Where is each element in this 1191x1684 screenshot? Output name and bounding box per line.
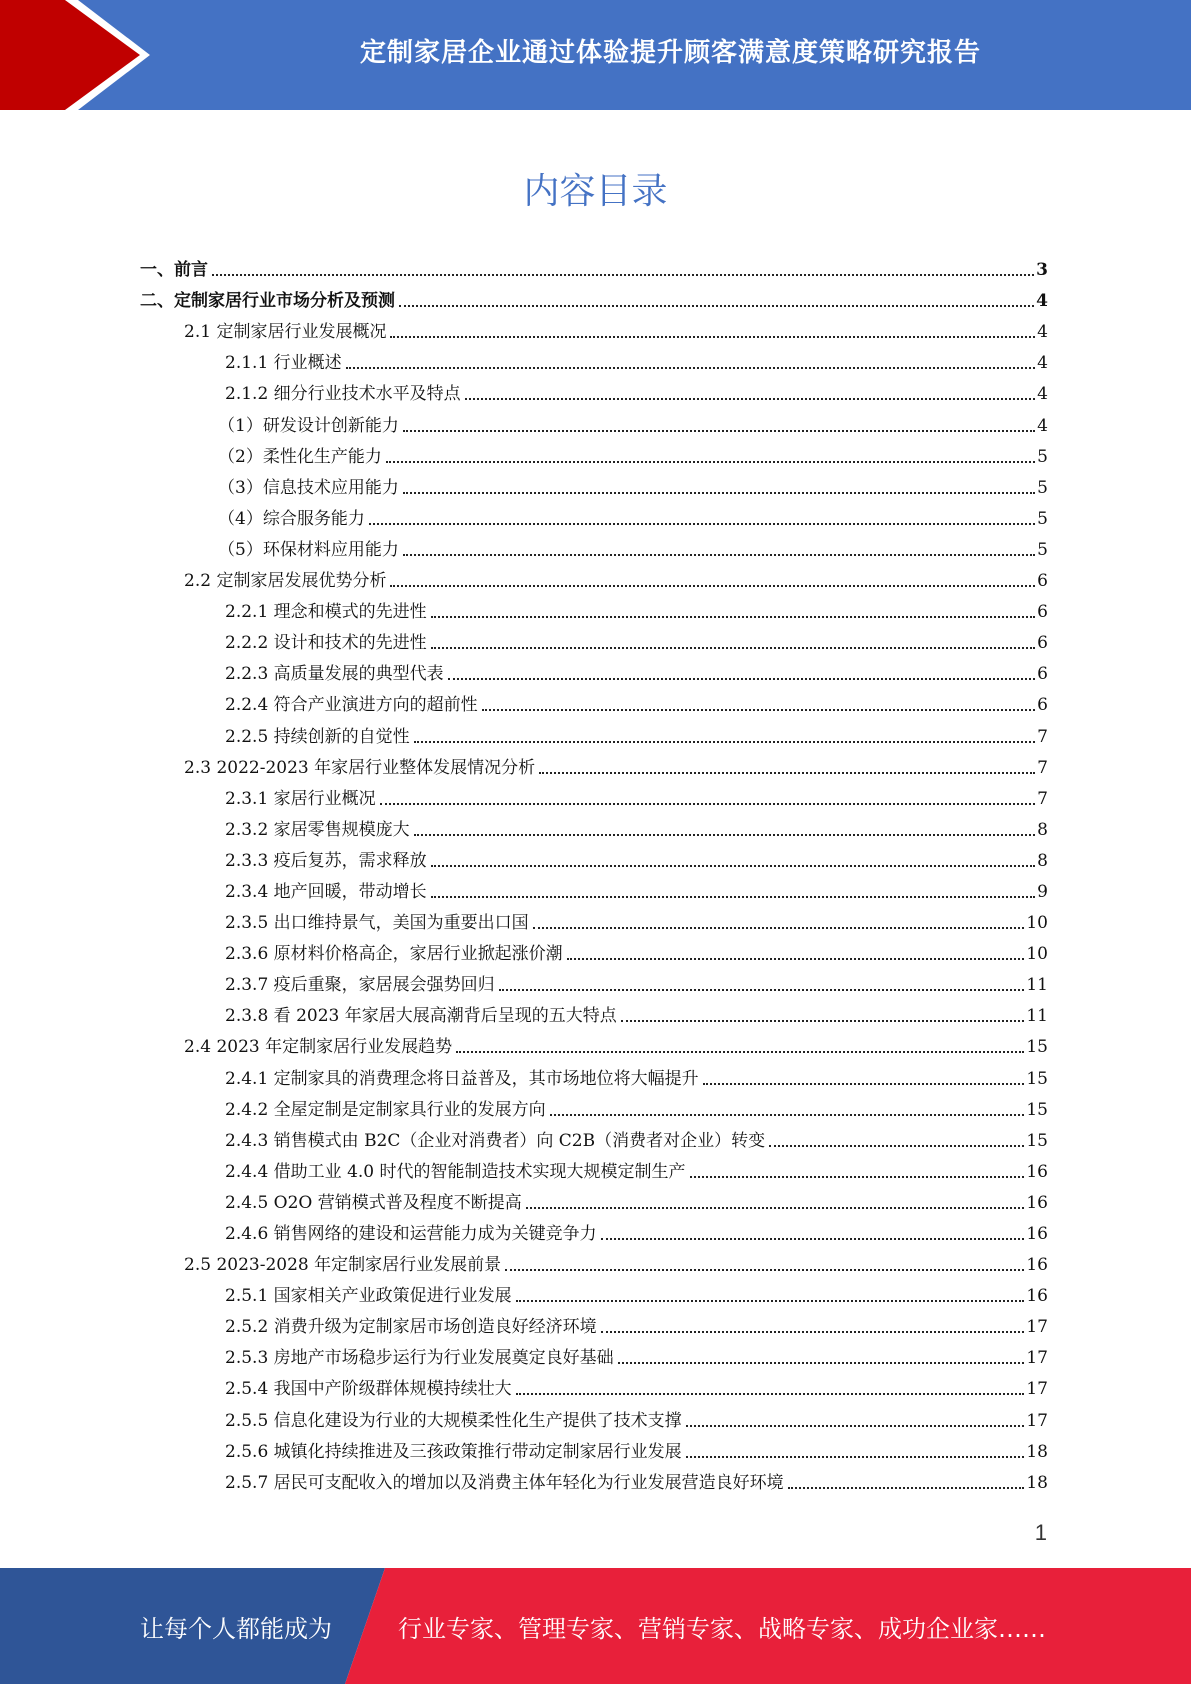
toc-entry-title: （3）信息技术应用能力 <box>218 477 399 498</box>
toc-leader-dots <box>448 678 1036 680</box>
toc-entry-page: 11 <box>1026 975 1048 996</box>
toc-entry-page: 7 <box>1037 788 1048 809</box>
toc-entry[interactable] <box>140 346 1048 377</box>
toc-entry-title: 2.4 2023 年定制家居行业发展趋势 <box>184 1037 453 1058</box>
footer-slogan-right: 行业专家、管理专家、营销专家、战略专家、成功企业家…… <box>398 1614 1046 1643</box>
toc-entry-title: 2.5.4 我国中产阶级群体规模持续壮大 <box>225 1379 512 1400</box>
toc-entry[interactable] <box>140 1093 1048 1124</box>
toc-entry-title: 2.5 2023-2028 年定制家居行业发展前景 <box>184 1255 502 1276</box>
toc-entry-title: 2.1.1 行业概述 <box>225 353 342 374</box>
toc-entry[interactable] <box>140 440 1048 471</box>
toc-entry-title: 2.3.6 原材料价格高企，家居行业掀起涨价潮 <box>225 944 563 965</box>
toc-entry-title: 2.2.3 高质量发展的典型代表 <box>225 664 444 685</box>
toc-entry-title: 2.3.2 家居零售规模庞大 <box>225 819 410 840</box>
toc-leader-dots <box>456 1051 1024 1053</box>
toc-leader-dots <box>539 772 1035 774</box>
toc-entry-page: 17 <box>1026 1379 1048 1400</box>
toc-entry-page: 5 <box>1037 446 1048 467</box>
toc-entry-title: 2.4.5 O2O 营销模式普及程度不断提高 <box>225 1192 522 1213</box>
toc-entry-title: 2.3.3 疫后复苏，需求释放 <box>225 850 427 871</box>
toc-entry-page: 16 <box>1026 1161 1048 1182</box>
toc-leader-dots <box>431 896 1036 898</box>
toc-entry[interactable] <box>140 1466 1048 1497</box>
toc-leader-dots <box>601 1331 1025 1333</box>
toc-entry-title: （1）研发设计创新能力 <box>218 415 399 436</box>
toc-entry-page: 4 <box>1036 291 1048 312</box>
toc-leader-dots <box>618 1362 1025 1364</box>
toc-leader-dots <box>403 492 1035 494</box>
toc-entry-title: 2.2.4 符合产业演进方向的超前性 <box>225 695 478 716</box>
toc-entry[interactable] <box>140 999 1048 1030</box>
toc-entry[interactable] <box>140 1186 1048 1217</box>
toc-entry[interactable] <box>140 377 1048 408</box>
toc-leader-dots <box>505 1269 1024 1271</box>
toc-entry-title: 一、前言 <box>140 260 208 281</box>
toc-entry-page: 6 <box>1037 571 1048 592</box>
toc-entry-page: 9 <box>1037 881 1048 902</box>
toc-entry-page: 16 <box>1026 1224 1048 1244</box>
toc-leader-dots <box>346 367 1036 369</box>
toc-entry-title: 2.3.5 出口维持景气，美国为重要出口国 <box>225 913 529 934</box>
toc-entry[interactable] <box>140 688 1048 719</box>
toc-entry-page: 15 <box>1026 1037 1048 1058</box>
table-of-contents <box>140 253 1048 1497</box>
toc-entry-page: 15 <box>1026 1068 1048 1089</box>
toc-entry-title: 2.3.7 疫后重聚，家居展会强势回归 <box>225 975 495 996</box>
toc-leader-dots <box>550 1114 1025 1116</box>
toc-entry-title: 2.2 定制家居发展优势分析 <box>184 571 387 592</box>
toc-entry-title: 2.5.7 居民可支配收入的增加以及消费主体年轻化为行业发展营造良好环境 <box>225 1472 784 1493</box>
toc-entry[interactable] <box>140 1217 1048 1248</box>
toc-leader-dots <box>601 1238 1025 1240</box>
toc-entry[interactable] <box>140 595 1048 626</box>
toc-entry-title: 2.4.2 全屋定制是定制家具行业的发展方向 <box>225 1099 546 1120</box>
toc-leader-dots <box>499 989 1025 991</box>
toc-entry[interactable] <box>140 533 1048 564</box>
toc-entry[interactable] <box>140 844 1048 875</box>
toc-leader-dots <box>703 1083 1025 1085</box>
toc-entry[interactable] <box>140 1310 1048 1341</box>
toc-entry[interactable] <box>140 657 1048 688</box>
toc-entry[interactable] <box>140 1248 1048 1279</box>
toc-entry-page: 4 <box>1037 353 1048 374</box>
toc-entry-page: 6 <box>1037 602 1048 623</box>
toc-entry-page: 15 <box>1026 1130 1048 1151</box>
toc-entry-title: 2.5.3 房地产市场稳步运行为行业发展奠定良好基础 <box>225 1348 614 1369</box>
toc-entry[interactable] <box>140 813 1048 844</box>
toc-leader-dots <box>212 274 1034 276</box>
toc-entry-title: 2.5.2 消费升级为定制家居市场创造良好经济环境 <box>225 1317 597 1338</box>
toc-entry-page: 6 <box>1037 633 1048 654</box>
toc-entry[interactable] <box>140 253 1048 284</box>
toc-entry-page: 17 <box>1026 1348 1048 1369</box>
toc-leader-dots <box>390 336 1035 338</box>
toc-entry[interactable] <box>140 782 1048 813</box>
toc-entry-page: 10 <box>1026 944 1048 965</box>
toc-leader-dots <box>465 398 1036 400</box>
toc-entry-title: 2.4.6 销售网络的建设和运营能力成为关键竞争力 <box>225 1224 597 1244</box>
toc-leader-dots <box>390 585 1035 587</box>
toc-entry-page: 4 <box>1037 322 1048 343</box>
toc-entry[interactable] <box>140 1372 1048 1403</box>
toc-entry[interactable] <box>140 284 1048 315</box>
toc-title: 内容目录 <box>523 171 668 212</box>
toc-entry-page: 6 <box>1037 664 1048 685</box>
toc-leader-dots <box>399 305 1034 307</box>
toc-entry-page: 3 <box>1036 260 1048 281</box>
toc-leader-dots <box>414 741 1036 743</box>
toc-entry-page: 5 <box>1037 508 1048 529</box>
toc-entry[interactable] <box>140 626 1048 657</box>
toc-entry-title: 2.4.3 销售模式由 B2C（企业对消费者）向 C2B（消费者对企业）转变 <box>225 1130 766 1151</box>
toc-entry-title: 2.3.8 看 2023 年家居大展高潮背后呈现的五大特点 <box>225 1006 617 1027</box>
toc-entry[interactable] <box>140 1030 1048 1061</box>
toc-leader-dots <box>686 1425 1025 1427</box>
toc-entry-page: 5 <box>1037 539 1048 560</box>
toc-entry[interactable] <box>140 408 1048 439</box>
toc-entry-page: 15 <box>1026 1099 1048 1120</box>
toc-leader-dots <box>431 616 1036 618</box>
toc-leader-dots <box>533 927 1025 929</box>
toc-entry[interactable] <box>140 315 1048 346</box>
toc-entry-page: 18 <box>1026 1472 1048 1493</box>
toc-entry-page: 8 <box>1037 850 1048 871</box>
toc-entry-title: 2.5.1 国家相关产业政策促进行业发展 <box>225 1286 512 1307</box>
toc-leader-dots <box>516 1300 1025 1302</box>
toc-entry-title: 2.5.5 信息化建设为行业的大规模柔性化生产提供了技术支撑 <box>225 1410 682 1431</box>
footer-slogan-left: 让每个人都能成为 <box>140 1614 332 1643</box>
toc-entry-title: 2.1.2 细分行业技术水平及特点 <box>225 384 461 405</box>
toc-leader-dots <box>516 1393 1025 1395</box>
toc-entry[interactable] <box>140 1341 1048 1372</box>
toc-entry-page: 5 <box>1037 477 1048 498</box>
toc-leader-dots <box>621 1020 1025 1022</box>
toc-entry-title: （5）环保材料应用能力 <box>218 539 399 560</box>
toc-entry-page: 7 <box>1037 757 1048 778</box>
toc-entry-title: 2.2.5 持续创新的自觉性 <box>225 726 410 747</box>
toc-leader-dots <box>431 647 1036 649</box>
toc-entry-title: 2.3.1 家居行业概况 <box>225 788 376 809</box>
toc-entry[interactable] <box>140 564 1048 595</box>
page-number: 1 <box>1034 1520 1047 1545</box>
toc-leader-dots <box>403 430 1035 432</box>
toc-entry-title: 2.3.4 地产回暖，带动增长 <box>225 881 427 902</box>
toc-entry-title: （4）综合服务能力 <box>218 508 365 529</box>
toc-leader-dots <box>526 1207 1025 1209</box>
toc-leader-dots <box>686 1456 1025 1458</box>
toc-entry[interactable] <box>140 875 1048 906</box>
toc-entry-page: 18 <box>1026 1441 1048 1462</box>
header-title: 定制家居企业通过体验提升顾客满意度策略研究报告 <box>359 37 981 68</box>
toc-leader-dots <box>369 523 1035 525</box>
toc-entry[interactable] <box>140 502 1048 533</box>
toc-entry-page: 17 <box>1026 1410 1048 1431</box>
toc-entry[interactable] <box>140 1403 1048 1434</box>
toc-entry-page: 4 <box>1037 415 1048 436</box>
toc-leader-dots <box>403 554 1035 556</box>
toc-entry[interactable] <box>140 471 1048 502</box>
toc-entry-title: 2.3 2022-2023 年家居行业整体发展情况分析 <box>184 757 536 778</box>
toc-leader-dots <box>414 834 1036 836</box>
toc-leader-dots <box>431 865 1036 867</box>
toc-entry-page: 16 <box>1026 1286 1048 1307</box>
footer-band <box>0 1568 1191 1684</box>
toc-entry-page: 4 <box>1037 384 1048 405</box>
toc-leader-dots <box>567 958 1025 960</box>
toc-leader-dots <box>380 803 1036 805</box>
toc-entry-title: 2.1 定制家居行业发展概况 <box>184 322 387 343</box>
toc-entry-title: 2.2.2 设计和技术的先进性 <box>225 633 427 654</box>
toc-leader-dots <box>482 709 1036 711</box>
toc-entry[interactable] <box>140 1061 1048 1092</box>
toc-entry[interactable] <box>140 1124 1048 1155</box>
toc-entry-title: 2.2.1 理念和模式的先进性 <box>225 602 427 623</box>
toc-leader-dots <box>788 1487 1025 1489</box>
toc-entry[interactable] <box>140 751 1048 782</box>
toc-entry[interactable] <box>140 719 1048 750</box>
toc-entry-title: 2.4.1 定制家具的消费理念将日益普及，其市场地位将大幅提升 <box>225 1068 699 1089</box>
toc-entry-page: 16 <box>1026 1192 1048 1213</box>
toc-entry-page: 8 <box>1037 819 1048 840</box>
toc-leader-dots <box>690 1176 1025 1178</box>
toc-entry[interactable] <box>140 1435 1048 1466</box>
toc-entry[interactable] <box>140 1155 1048 1186</box>
toc-entry[interactable] <box>140 906 1048 937</box>
toc-entry[interactable] <box>140 1279 1048 1310</box>
toc-leader-dots <box>386 461 1035 463</box>
toc-entry-page: 7 <box>1037 726 1048 747</box>
toc-entry-page: 11 <box>1026 1006 1048 1027</box>
toc-entry-page: 16 <box>1026 1255 1048 1276</box>
header-band <box>0 0 1191 110</box>
toc-entry-title: 2.5.6 城镇化持续推进及三孩政策推行带动定制家居行业发展 <box>225 1441 682 1462</box>
toc-entry-title: 2.4.4 借助工业 4.0 时代的智能制造技术实现大规模定制生产 <box>225 1161 686 1182</box>
toc-entry[interactable] <box>140 937 1048 968</box>
toc-entry-page: 17 <box>1026 1317 1048 1338</box>
toc-entry-title: 二、定制家居行业市场分析及预测 <box>140 291 395 312</box>
toc-entry[interactable] <box>140 968 1048 999</box>
toc-leader-dots <box>769 1145 1024 1147</box>
toc-entry-title: （2）柔性化生产能力 <box>218 446 382 467</box>
red-arrow-icon <box>0 0 160 110</box>
toc-entry-page: 10 <box>1026 913 1048 934</box>
toc-entry-page: 6 <box>1037 695 1048 716</box>
